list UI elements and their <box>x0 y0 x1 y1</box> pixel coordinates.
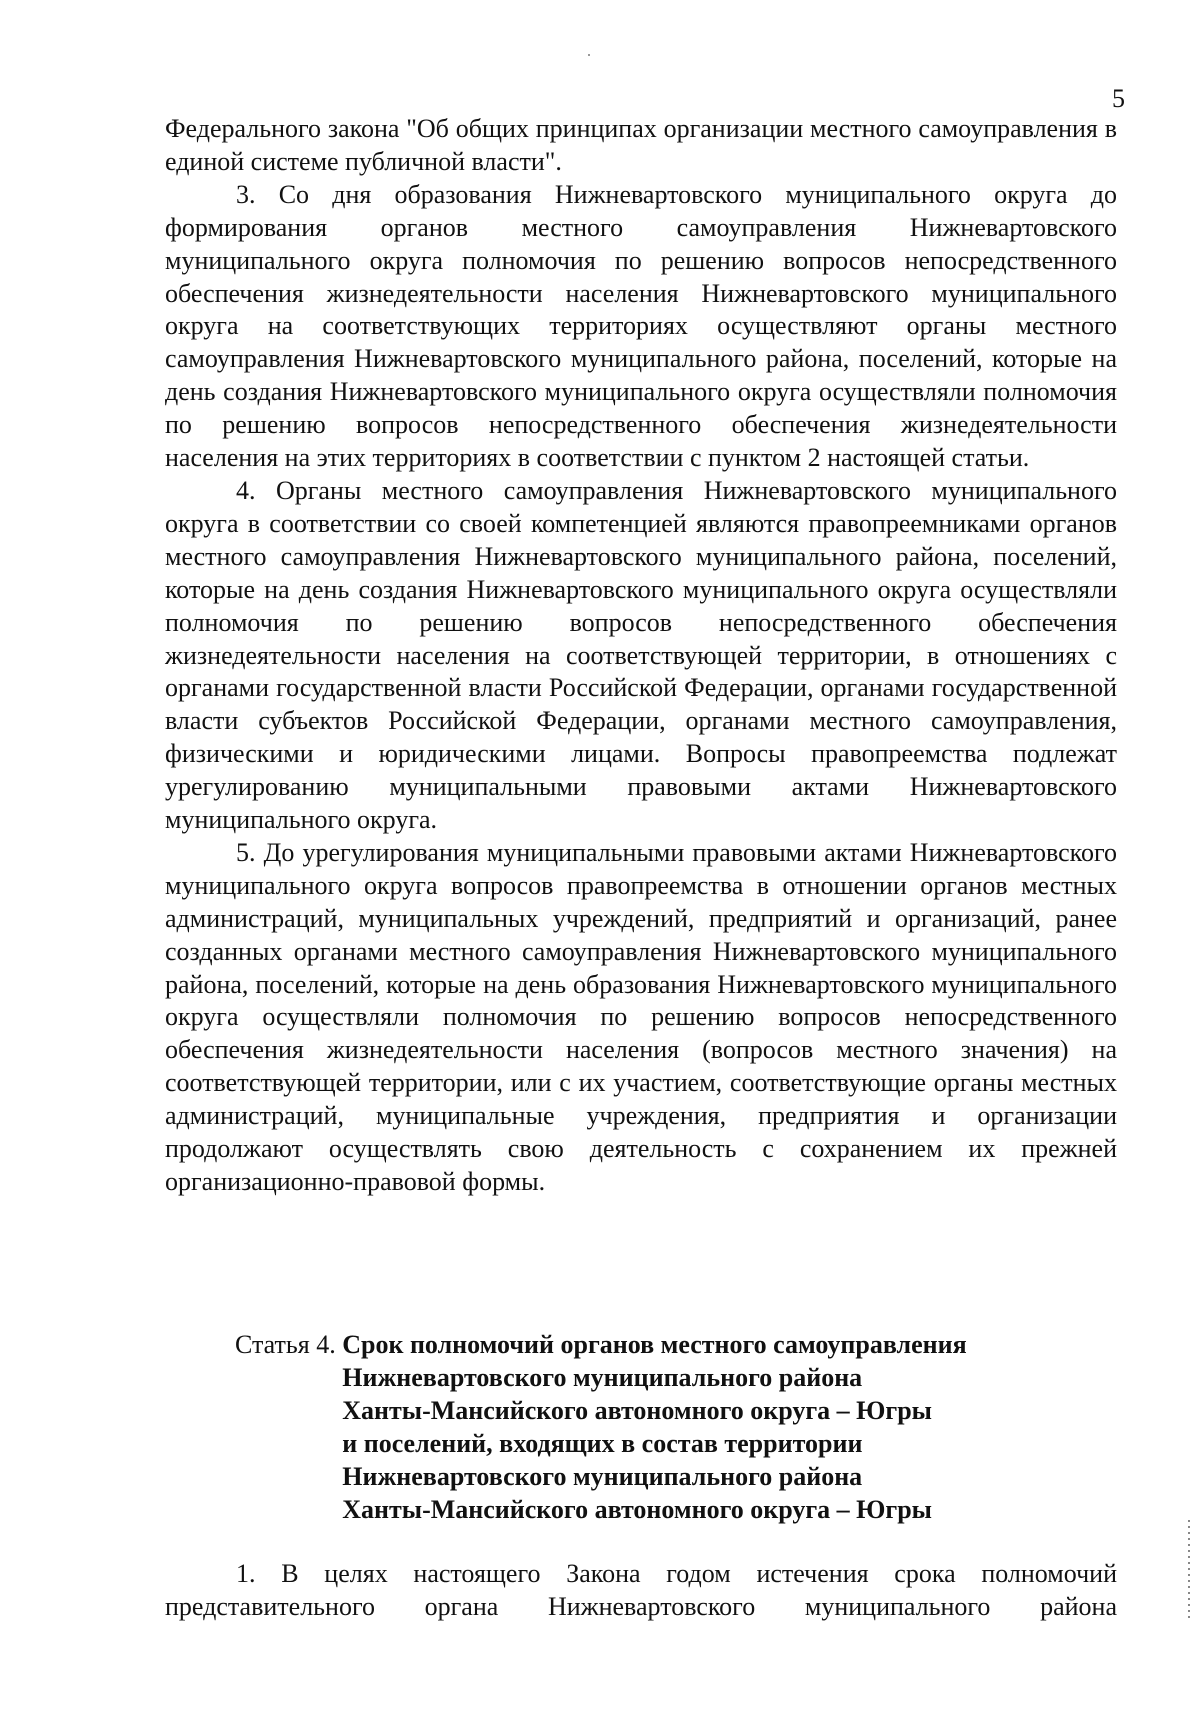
article-title-line: Нижневартовского муниципального района <box>342 1462 863 1491</box>
article-title-line: Ханты-Мансийского автономного округа – Югры <box>342 1495 932 1524</box>
paragraph-item-5: 5. До урегулирования муниципальными правовыми актами Нижневартовского муниципального округа вопросов правопреемства в отношении органов местных администраций, муниципальных учреждений, предприятий и организаций, ранее созданных органами местного самоуправления Нижневартовского муниципального района, поселений, которые на день образования Нижневартовского муниципального округа осуществляли полномочия по решению вопросов непосредственного обеспечения жизнедеятельности населения (вопросов местного значения) на соответствующей территории, или с их участием, соответствующие органы местных администраций, муниципальные учреждения, предприятия и организации продолжают осуществлять свою деятельность с сохранением их прежней организационно-правовой формы. <box>165 837 1117 1196</box>
article-title-line: и поселений, входящих в состав территории <box>342 1429 863 1458</box>
scan-edge-artifact <box>1188 1520 1190 1620</box>
paragraph-item-1: 1. В целях настоящего Закона годом истечения срока полномочий представительного органа Нижневартовского муниципального района <box>165 1559 1117 1621</box>
article-label: Статья 4. <box>235 1330 343 1359</box>
article-heading <box>235 1328 1115 1526</box>
article-title-line: Нижневартовского муниципального района <box>342 1363 863 1392</box>
article-title <box>342 1328 966 1526</box>
article-4-body <box>165 1557 1117 1623</box>
paragraph-item-4: 4. Органы местного самоуправления Нижневартовского муниципального округа в соответствии со своей компетенцией являются правопреемниками органов местного самоуправления Нижневартовского муниципального района, поселений, которые на день создания Нижневартовского муниципального округа осуществляли полномочия по решению вопросов непосредственного обеспечения жизнедеятельности населения на соответствующей территории, в отношениях с органами государственной власти Российской Федерации, органами государственной власти субъектов Российской Федерации, органами местного самоуправления, физическими и юридическими лицами. Вопросы правопреемства подлежат урегулированию муниципальными правовыми актами Нижневартовского муниципального округа. <box>165 475 1117 835</box>
page-number: 5 <box>1112 84 1125 113</box>
article-3-continuation <box>165 113 1117 1199</box>
paragraph-continuation: Федерального закона "Об общих принципах организации местного самоуправления в единой системе публичной власти". <box>165 114 1117 176</box>
article-title-line: Ханты-Мансийского автономного округа – Югры <box>342 1396 932 1425</box>
paragraph-item-3: 3. Со дня образования Нижневартовского муниципального округа до формирования органов местного самоуправления Нижневартовского муниципального округа полномочия по решению вопросов непосредственного обеспечения жизнедеятельности населения Нижневартовского муниципального округа на соответствующих территориях осуществляют органы местного самоуправления Нижневартовского муниципального района, поселений, которые на день создания Нижневартовского муниципального округа осуществляли полномочия по решению вопросов непосредственного обеспечения жизнедеятельности населения на этих территориях в соответствии с пунктом 2 настоящей статьи. <box>165 179 1117 473</box>
scan-artifact <box>588 54 590 56</box>
article-title-line: Срок полномочий органов местного самоуправления <box>342 1330 967 1359</box>
